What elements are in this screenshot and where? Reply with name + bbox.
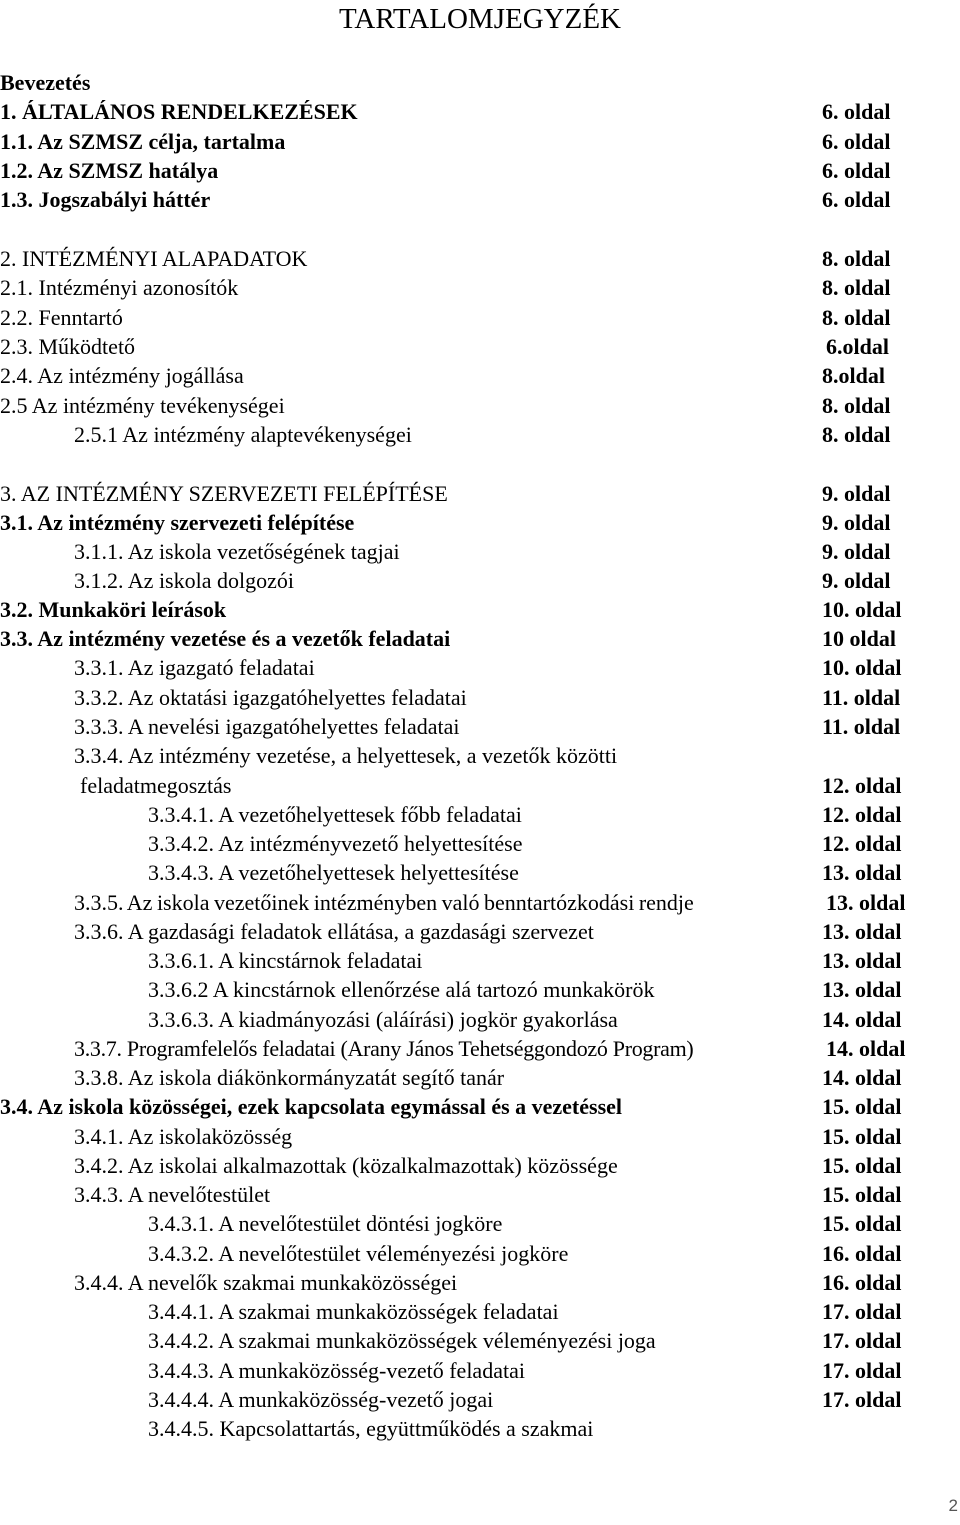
toc-entry-page: 8. oldal <box>822 422 891 447</box>
page-number: 2 <box>948 1496 958 1515</box>
toc-entry <box>0 1239 960 1269</box>
toc-entry-label: 2. INTÉZMÉNYI ALAPADATOK <box>0 246 308 271</box>
toc-entry-page: 14. oldal <box>822 1065 902 1090</box>
toc-entry <box>0 420 960 450</box>
toc-entry-page: 9. oldal <box>822 539 891 564</box>
toc-entry <box>0 1326 960 1356</box>
toc-entry-label: 2.4. Az intézmény jogállása <box>0 363 244 388</box>
toc-entry-page: 9. oldal <box>822 568 891 593</box>
toc-entry-page: 13. oldal <box>822 948 902 973</box>
toc-entry-label: 3.3.4.1. A vezetőhelyettesek főbb feladatai <box>148 802 522 827</box>
toc-entry-label: 3.4.3.2. A nevelőtestület véleményezési jogköre <box>148 1241 569 1266</box>
toc-entry-page: 8. oldal <box>822 393 891 418</box>
toc-entry <box>0 741 960 771</box>
toc-entry-page: 16. oldal <box>822 1241 902 1266</box>
toc-entry-label: Bevezetés <box>0 70 91 95</box>
toc-entry-label: 2.3. Működtető <box>0 334 136 359</box>
toc-entry <box>0 888 960 918</box>
toc-entry <box>0 127 960 157</box>
toc-entry-label: 3.3.4.2. Az intézményvezető helyettesítése <box>148 831 523 856</box>
toc-entry-label: 3.3.5. Az iskola vezetőinek intézményben való benntartózkodási rendje <box>74 890 694 915</box>
toc-entry-page: 17. oldal <box>822 1387 902 1412</box>
toc-entry <box>0 624 960 654</box>
toc-entry-label: 2.5 Az intézmény tevékenységei <box>0 393 285 418</box>
toc-entry-label: 3.1.2. Az iskola dolgozói <box>74 568 294 593</box>
toc-entry <box>0 800 960 830</box>
toc-entry-label: 3.3.7. Programfelelős feladatai (Arany János Tehetséggondozó Program) <box>74 1036 694 1061</box>
toc-entry-page: 8.oldal <box>822 363 885 388</box>
toc-entry-page: 15. oldal <box>822 1124 902 1149</box>
toc-entry-page: 11. oldal <box>822 714 901 739</box>
toc-entry-label: 3.4.3.1. A nevelőtestület döntési jogköre <box>148 1211 503 1236</box>
toc-entry-label: 3.3.8. Az iskola diákönkormányzatát segítő tanár <box>74 1065 505 1090</box>
toc-entry <box>0 1092 960 1122</box>
toc-entry-page: 6. oldal <box>822 99 891 124</box>
toc-entry <box>0 97 960 127</box>
toc-entry-page: 15. oldal <box>822 1211 902 1236</box>
toc-entry-page: 12. oldal <box>822 773 902 798</box>
toc-entry-page: 10. oldal <box>822 655 902 680</box>
toc-entry <box>0 1151 960 1181</box>
toc-entry <box>0 858 960 888</box>
toc-entry-label: 3.3.1. Az igazgató feladatai <box>74 655 315 680</box>
toc-entry-label: 3.4.4.1. A szakmai munkaközösségek feladatai <box>148 1299 559 1324</box>
toc-entry-page: 15. oldal <box>822 1182 902 1207</box>
toc-entry <box>0 361 960 391</box>
toc-entry <box>0 595 960 625</box>
toc-entry <box>0 712 960 742</box>
toc-entry <box>0 185 960 215</box>
toc-entry <box>0 1268 960 1298</box>
toc-entry-label: 3.3.6.1. A kincstárnok feladatai <box>148 948 423 973</box>
toc-entry-page: 8. oldal <box>822 275 891 300</box>
toc-entry-page: 6. oldal <box>822 187 891 212</box>
toc-entry <box>0 975 960 1005</box>
toc-entry <box>0 1209 960 1239</box>
toc-entry-page: 15. oldal <box>822 1094 902 1119</box>
toc-entry-page: 12. oldal <box>822 802 902 827</box>
toc-entry-page: 8. oldal <box>822 246 891 271</box>
toc-entry-label: feladatmegosztás <box>80 773 232 798</box>
toc-entry <box>0 1297 960 1327</box>
toc-entry-page: 10 oldal <box>822 626 896 651</box>
toc-entry <box>0 917 960 947</box>
toc-entry <box>0 1385 960 1415</box>
toc-entry <box>0 273 960 303</box>
toc-entry <box>0 946 960 976</box>
toc-entry-label: 3.4.1. Az iskolaközösség <box>74 1124 293 1149</box>
toc-entry <box>0 156 960 186</box>
toc-entry-label: 1.2. Az SZMSZ hatálya <box>0 158 219 183</box>
toc-entry-page: 8. oldal <box>822 305 891 330</box>
toc-entry <box>0 1356 960 1386</box>
toc-entry <box>0 1063 960 1093</box>
toc-entry-page: 14. oldal <box>826 1036 906 1061</box>
toc-entry-label: 3.3.4.3. A vezetőhelyettesek helyettesítése <box>148 860 519 885</box>
toc-entry-page: 6. oldal <box>822 158 891 183</box>
page-title: TARTALOMJEGYZÉK <box>339 3 621 35</box>
toc-entry <box>0 829 960 859</box>
toc-entry-page: 16. oldal <box>822 1270 902 1295</box>
toc-entry-page: 9. oldal <box>822 481 891 506</box>
toc-entry-label: 3.1. Az intézmény szervezeti felépítése <box>0 510 355 535</box>
toc-entry-page: 15. oldal <box>822 1153 902 1178</box>
toc-entry <box>0 537 960 567</box>
toc-entry-label: 3.3.6.3. A kiadmányozási (aláírási) jogkör gyakorlása <box>148 1007 618 1032</box>
toc-entry-label: 3.4.3. A nevelőtestület <box>74 1182 271 1207</box>
toc-entry-page: 13. oldal <box>822 860 902 885</box>
toc-entry <box>0 303 960 333</box>
toc-entry-label: 3.3.4. Az intézmény vezetése, a helyettesek, a vezetők közötti <box>74 743 618 768</box>
toc-entry <box>0 332 960 362</box>
toc-entry <box>0 1122 960 1152</box>
toc-entry-label: 3.4.4.2. A szakmai munkaközösségek véleményezési joga <box>148 1328 656 1353</box>
toc-entry-label: 3. AZ INTÉZMÉNY SZERVEZETI FELÉPÍTÉSE <box>0 481 448 506</box>
toc-entry-page: 17. oldal <box>822 1299 902 1324</box>
toc-entry-page: 10. oldal <box>822 597 902 622</box>
toc-entry-label: 1.3. Jogszabályi háttér <box>0 187 211 212</box>
toc-entry <box>0 244 960 274</box>
toc-entry-page: 13. oldal <box>822 977 902 1002</box>
toc-entry <box>0 1180 960 1210</box>
toc-entry <box>0 1005 960 1035</box>
toc-entry-page: 14. oldal <box>822 1007 902 1032</box>
toc-entry <box>0 566 960 596</box>
toc-entry-page: 17. oldal <box>822 1358 902 1383</box>
toc-entry-label: 3.4.4.3. A munkaközösség-vezető feladatai <box>148 1358 525 1383</box>
toc-entry-page: 12. oldal <box>822 831 902 856</box>
toc-entry-page: 6.oldal <box>826 334 889 359</box>
toc-entry-label: 3.2. Munkaköri leírások <box>0 597 227 622</box>
toc-entry-page: 13. oldal <box>826 890 906 915</box>
toc-entry <box>0 391 960 421</box>
toc-entry-label: 1. ÁLTALÁNOS RENDELKEZÉSEK <box>0 99 358 124</box>
toc-entry-page: 17. oldal <box>822 1328 902 1353</box>
toc-entry-label: 3.4. Az iskola közösségei, ezek kapcsolata egymással és a vezetéssel <box>0 1094 623 1119</box>
toc-entry <box>0 653 960 683</box>
toc-entry-label: 2.2. Fenntartó <box>0 305 123 330</box>
toc-entry <box>0 683 960 713</box>
toc-entry-label: 3.3.6. A gazdasági feladatok ellátása, a gazdasági szervezet <box>74 919 594 944</box>
toc-entry <box>0 508 960 538</box>
toc-entry-label: 3.4.4.4. A munkaközösség-vezető jogai <box>148 1387 494 1412</box>
toc-entry-page: 9. oldal <box>822 510 891 535</box>
toc-entry-label: 3.4.4. A nevelők szakmai munkaközösségei <box>74 1270 458 1295</box>
toc-entry-label: 3.3.6.2 A kincstárnok ellenőrzése alá tartozó munkakörök <box>148 977 655 1002</box>
toc-entry <box>0 1414 960 1444</box>
toc-entry <box>0 771 960 801</box>
toc-entry-label: 3.1.1. Az iskola vezetőségének tagjai <box>74 539 400 564</box>
toc-entry-label: 2.1. Intézményi azonosítók <box>0 275 239 300</box>
toc-entry-label: 1.1. Az SZMSZ célja, tartalma <box>0 129 286 154</box>
toc-entry <box>0 1034 960 1064</box>
toc-entry-label: 3.4.2. Az iskolai alkalmazottak (közalkalmazottak) közössége <box>74 1153 618 1178</box>
toc-entry <box>0 68 960 98</box>
toc-entry-label: 3.3.3. A nevelési igazgatóhelyettes feladatai <box>74 714 460 739</box>
toc-entry-label: 2.5.1 Az intézmény alaptevékenységei <box>74 422 412 447</box>
toc-entry-label: 3.3.2. Az oktatási igazgatóhelyettes feladatai <box>74 685 467 710</box>
toc-entry-label: 3.4.4.5. Kapcsolattartás, együttműködés a szakmai <box>148 1416 594 1441</box>
toc-entry <box>0 479 960 509</box>
toc-entry-label: 3.3. Az intézmény vezetése és a vezetők feladatai <box>0 626 451 651</box>
toc-entry-page: 6. oldal <box>822 129 891 154</box>
toc-entry-page: 13. oldal <box>822 919 902 944</box>
toc-entry-page: 11. oldal <box>822 685 901 710</box>
